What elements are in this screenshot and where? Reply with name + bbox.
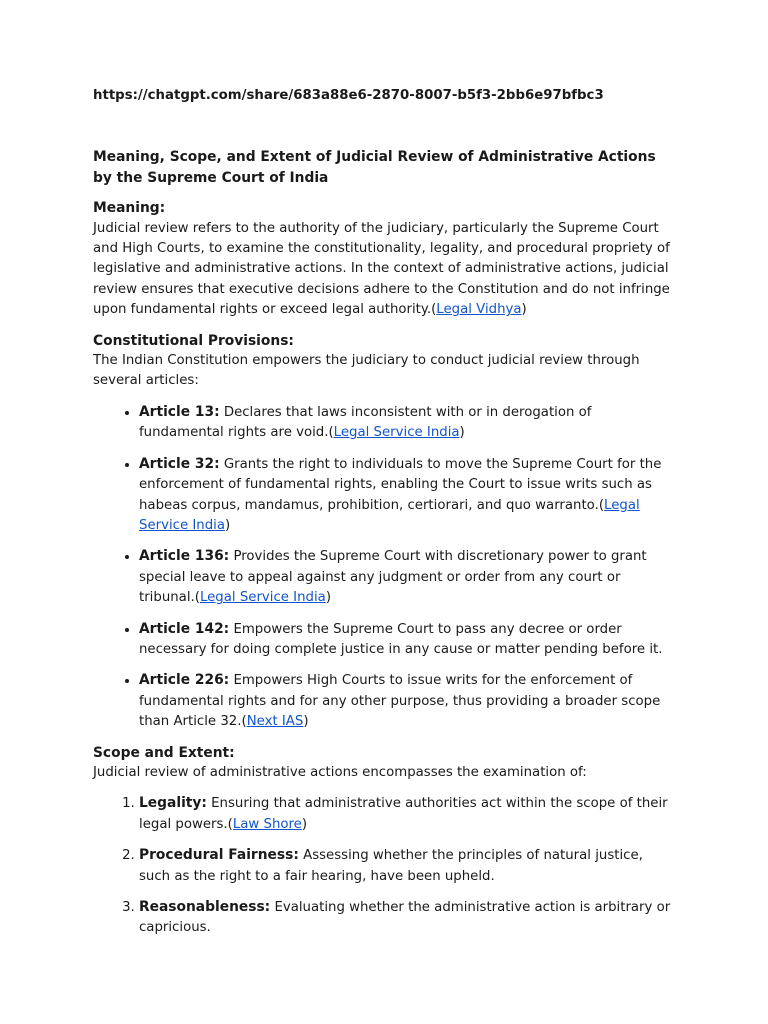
constitutional-heading: Constitutional Provisions: xyxy=(93,332,294,349)
article-text: Empowers High Courts to issue writs for the enforcement of fundamental rights and for any other purpose, thus providing a broader scope than Article 32. xyxy=(139,673,661,730)
scope-intro: Judicial review of administrative actions encompasses the examination of: xyxy=(93,764,587,780)
article-term: Article 32: xyxy=(139,455,220,472)
article-list xyxy=(93,402,673,733)
document-page xyxy=(93,86,673,949)
article-source-link[interactable]: Next IAS xyxy=(246,714,304,730)
list-item xyxy=(139,897,673,939)
article-source-link[interactable]: Legal Service India xyxy=(139,497,640,533)
article-text: Provides the Supreme Court with discretionary power to grant special leave to appeal against any judgment or order from any court or tribunal. xyxy=(139,549,647,606)
article-text: Grants the right to individuals to move the Supreme Court for the enforcement of fundamental rights, enabling the Court to issue writs such as habeas corpus, mandamus, prohibition, certiorari, and quo warranto. xyxy=(139,456,662,513)
article-term: Article 13: xyxy=(139,403,220,420)
list-item: • Article 136: Provides the Supreme Court with discretionary power to grant special leave to appeal against any judgment or order from any court or tribunal.(Legal Service India) xyxy=(139,546,673,608)
article-source-link[interactable]: Legal Service India xyxy=(199,590,326,606)
meaning-heading: Meaning: xyxy=(93,200,166,217)
list-item xyxy=(139,845,673,887)
article-term: Article 226: xyxy=(139,672,230,689)
meaning-paragraph: Judicial review refers to the authority of the judiciary, particularly the Supreme Court and High Courts, to examine the constitutionality, legality, and procedural propriety of legislative and administrative actions. In the context of administrative actions, judicial review ensures that executive decisions adhere to the Constitution and do not infringe upon fundamental rights or exceed legal authority.(Legal Vidhya) xyxy=(93,220,670,318)
document-title: Meaning, Scope, and Extent of Judicial Review of Administrative Actions by the Supreme Court of India xyxy=(93,149,656,186)
article-text: Declares that laws inconsistent with or in derogation of fundamental rights are void. xyxy=(139,404,592,441)
article-term: Article 136: xyxy=(139,548,230,565)
scope-list xyxy=(93,793,673,938)
scope-source-link[interactable]: Law Shore xyxy=(232,816,302,832)
meaning-text: Judicial review refers to the authority of the judiciary, particularly the Supreme Court and High Courts, to examine the constitutionality, legality, and procedural propriety of legislative and administrative actions. In the context of administrative actions, judicial review ensures that executive decisions adhere to the Constitution and do not infringe upon fundamental rights or exceed legal authority. xyxy=(93,220,670,318)
scope-text: Evaluating whether the administrative action is arbitrary or capricious. xyxy=(139,900,671,936)
article-text: Empowers the Supreme Court to pass any decree or order necessary for doing complete justice in any cause or matter pending before it. xyxy=(139,621,663,657)
scope-text: Assessing whether the principles of natural justice, such as the right to a fair hearing, have been upheld. xyxy=(139,848,643,884)
list-item: • Article 226: Empowers High Courts to issue writs for the enforcement of fundamental rights and for any other purpose, thus providing a broader scope than Article 32.(Next IAS) xyxy=(139,670,673,732)
list-item: • Article 32: Grants the right to individuals to move the Supreme Court for the enforcement of fundamental rights, enabling the Court to issue writs such as habeas corpus, mandamus, prohibition, certiorari, and quo warranto.(Legal Service India) xyxy=(139,454,673,537)
scope-term: Legality: xyxy=(139,795,207,812)
list-item: 1. Legality: Ensuring that administrative authorities act within the scope of their legal powers.(Law Shore) xyxy=(139,793,673,835)
constitutional-intro: The Indian Constitution empowers the judiciary to conduct judicial review through several articles: xyxy=(93,353,640,389)
list-item xyxy=(139,619,673,661)
scope-term: Reasonableness: xyxy=(139,899,271,915)
scope-heading: Scope and Extent: xyxy=(93,744,235,761)
scope-term: Procedural Fairness: xyxy=(139,847,299,864)
list-item: • Article 13: Declares that laws inconsistent with or in derogation of fundamental rights are void.(Legal Service India) xyxy=(139,402,673,444)
scope-text: Ensuring that administrative authorities act within the scope of their legal powers. xyxy=(139,796,668,832)
share-url: https://chatgpt.com/share/683a88e6-2870-8007-b5f3-2bb6e97bfbc3 xyxy=(93,88,604,103)
article-term: Article 142: xyxy=(139,620,230,637)
meaning-source-link[interactable]: Legal Vidhya xyxy=(436,302,522,318)
article-source-link[interactable]: Legal Service India xyxy=(333,425,460,441)
